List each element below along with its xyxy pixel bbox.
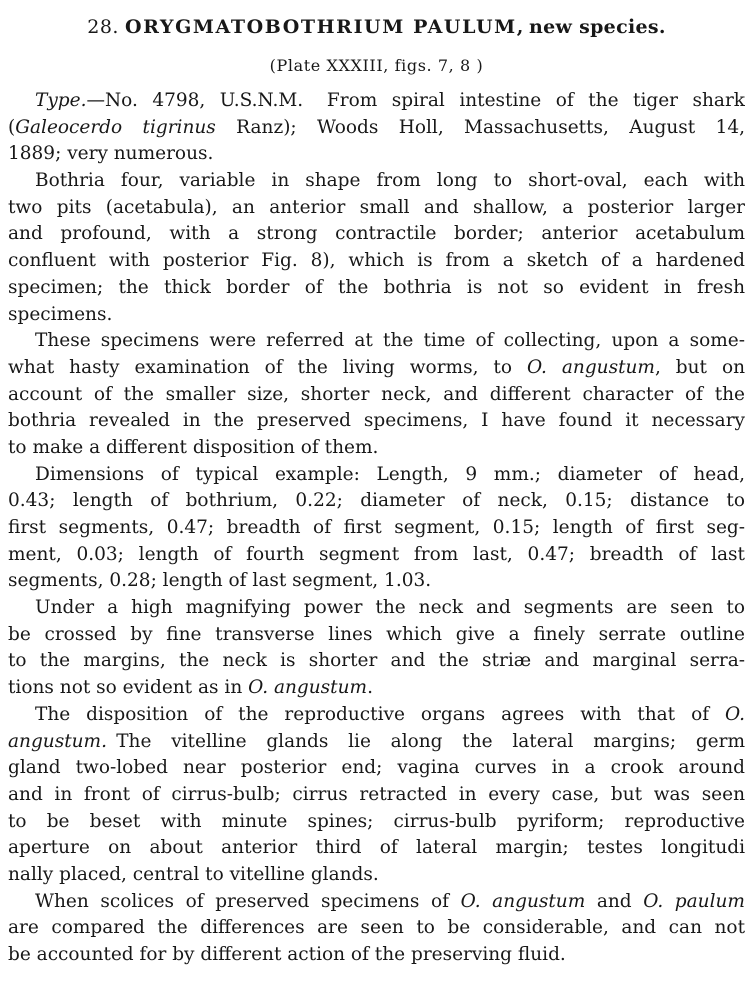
text-line [8,302,745,329]
text-line [8,115,745,142]
italic-text-segment: O. angustum [248,677,368,699]
text-segment: bothria revealed in the preserved specimens, I have found it necessary [8,410,745,432]
text-segment: Bothria four, variable in shape from long to short-oval, each with [35,170,745,192]
text-line [8,488,745,515]
text-segment: ( [8,116,16,138]
text-segment: to make a different disposition of them. [8,436,379,458]
body-text [8,88,745,969]
text-line [8,435,745,462]
text-line [8,862,745,889]
text-line [8,382,745,409]
text-line [8,648,745,675]
text-segment: be crossed by fine transverse lines which give a finely serrate outline [8,623,745,645]
text-segment: aperture on about anterior third of lateral margin; testes longitudi [8,837,745,859]
text-line [8,408,745,435]
text-segment: The disposition of the reproductive organs agrees with that of [35,703,726,725]
text-segment: nally placed, central to vitelline glands. [8,863,379,885]
italic-text-segment: O. [725,703,745,725]
text-segment: . [367,677,373,699]
italic-text-segment: O. angustum [460,890,586,912]
text-line [8,568,745,595]
text-line [8,248,745,275]
text-line [8,141,745,168]
text-line [8,168,745,195]
paragraph [8,168,745,328]
text-segment: account of the smaller size, shorter neck, and different character of the [8,383,745,405]
text-segment: The vitelline glands lie along the lateral margins; germ [106,730,745,752]
text-line [8,622,745,649]
text-segment: and profound, with a strong contractile border; anterior acetabulum [8,223,745,245]
italic-text-segment: Type. [35,90,87,111]
text-segment: first segments, 0.47; breadth of first segment, 0.15; length of first seg- [8,517,745,538]
text-segment: ment, 0.03; length of fourth segment from last, 0.47; breadth of last [8,543,745,565]
plate-reference: (Plate XXXIII, figs. 7, 8 ) [269,56,484,75]
section-heading [8,15,745,40]
text-segment: Dimensions of typical example: Length, 9 mm.; diameter of head, [35,463,745,485]
text-line [8,328,745,355]
text-segment: When scolices of preserved specimens of [35,890,461,912]
text-line [8,595,745,622]
text-segment: 0.43; length of bothrium, 0.22; diameter of neck, 0.15; distance to [8,490,745,512]
text-line [8,195,745,222]
text-line [8,915,745,942]
text-segment: tions not so evident as in [8,677,249,699]
text-segment: —No. 4798, U.S.N.M. From spiral intestine of the tiger shark [86,90,745,111]
text-segment: and [585,890,644,912]
text-line [8,675,745,702]
text-line [8,942,745,969]
text-segment: be accounted for by different action of the preserving fluid. [8,944,566,965]
text-line [8,88,745,115]
text-line [8,221,745,248]
text-line [8,809,745,836]
text-line [8,275,745,302]
paragraph [8,889,745,969]
italic-text-segment: O. angustum [526,356,655,378]
text-segment: 1889; very numerous. [8,143,214,165]
section-number: 28. [87,16,119,38]
text-line [8,462,745,489]
species-title: ORYGMATOBOTHRIUM PAULUM, [124,16,526,38]
text-segment: gland two-lobed near posterior end; vagina curves in a crook around [8,757,745,779]
text-segment: segments, 0.28; length of last segment, 1.03. [8,570,432,592]
paragraph [8,88,745,168]
text-segment: two pits (acetabula), an anterior small and shallow, a posterior larger [8,196,745,218]
paragraph [8,702,745,889]
text-line [8,889,745,916]
italic-text-segment: Galeocerdo tigrinus [15,116,216,138]
text-segment: specimens. [8,303,113,325]
text-segment: confluent with posterior Fig. 8), which is from a sketch of a hardened [8,250,745,272]
paragraph [8,595,745,702]
text-line [8,515,745,542]
text-line [8,702,745,729]
species-descriptor: new species. [529,16,666,38]
text-segment: to be beset with minute spines; cirrus-bulb pyriform; reproductive [8,810,745,832]
text-segment: These specimens were referred at the time of collecting, upon a some- [35,330,745,352]
text-segment: Ranz); Woods Holl, Massachusetts, August 14, [215,116,745,138]
text-line [8,542,745,569]
text-segment: and in front of cirrus-bulb; cirrus retracted in every case, but was seen [8,783,745,805]
text-line [8,782,745,809]
text-segment: , but on [654,356,745,378]
text-segment: to the margins, the neck is shorter and the striæ and marginal serra- [8,650,745,672]
paragraph [8,328,745,461]
italic-text-segment: O. paulum [643,890,745,912]
text-segment: Under a high magnifying power the neck and segments are seen to [35,597,745,619]
paragraph [8,462,745,595]
text-line [8,835,745,862]
text-line [8,755,745,782]
text-segment: are compared the differences are seen to be considerable, and can not [8,917,745,939]
text-segment: what hasty examination of the living worms, to [8,356,527,378]
text-segment: specimen; the thick border of the bothria is not so evident in fresh [8,276,745,298]
text-line [8,729,745,756]
italic-text-segment: angustum. [8,730,107,752]
text-line [8,355,745,382]
